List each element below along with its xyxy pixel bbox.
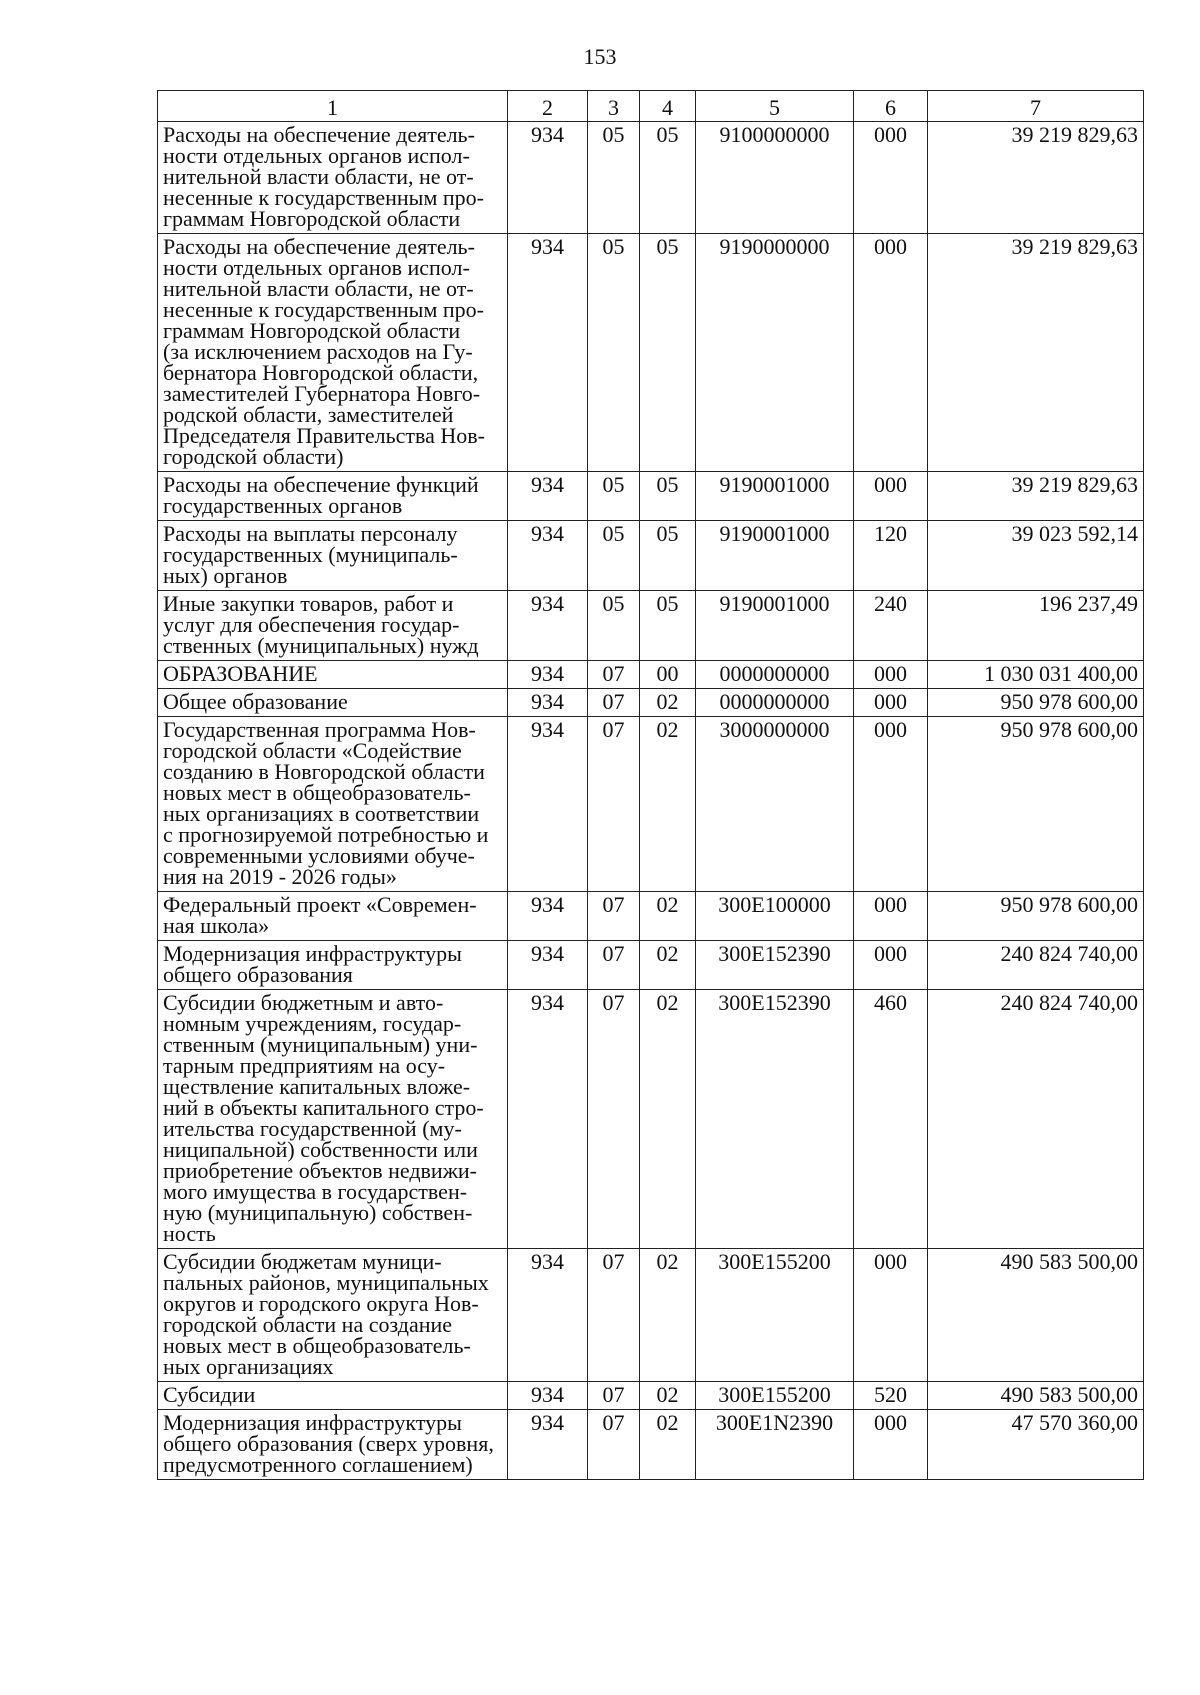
- amount-cell: 950 978 600,00: [928, 689, 1144, 717]
- section-code-cell: 05: [588, 521, 640, 591]
- expense-name-cell: Государственная программа Нов- городской области «Содействие созданию в Новгородской области новых мест в общеобразователь- ных организациях в соответствии с прогнозируемой потребностью и современными условиями обуче- ния на 2019 - 2026 годы»: [158, 717, 508, 892]
- expense-name-cell: Общее образование: [158, 689, 508, 717]
- amount-cell: 196 237,49: [928, 591, 1144, 661]
- amount-cell: 950 978 600,00: [928, 717, 1144, 892]
- amount-cell: 39 219 829,63: [928, 234, 1144, 472]
- target-article-cell: 300Е155200: [696, 1249, 854, 1382]
- section-code-cell: 07: [588, 990, 640, 1249]
- subsection-code-cell: 00: [640, 661, 696, 689]
- grbs-code-cell: 934: [508, 234, 588, 472]
- target-article-cell: 300Е155200: [696, 1382, 854, 1410]
- subsection-code-cell: 02: [640, 689, 696, 717]
- grbs-code-cell: 934: [508, 472, 588, 521]
- grbs-code-cell: 934: [508, 990, 588, 1249]
- expense-name-cell: ОБРАЗОВАНИЕ: [158, 661, 508, 689]
- amount-cell: 1 030 031 400,00: [928, 661, 1144, 689]
- subsection-code-cell: 05: [640, 122, 696, 234]
- table-row: [158, 122, 1144, 234]
- subsection-code-cell: 02: [640, 941, 696, 990]
- amount-cell: 240 824 740,00: [928, 990, 1144, 1249]
- target-article-cell: 300Е1N2390: [696, 1410, 854, 1480]
- expense-type-cell: 000: [854, 717, 928, 892]
- amount-cell: 950 978 600,00: [928, 892, 1144, 941]
- expense-name-cell: Расходы на обеспечение деятель- ности отдельных органов испол- нительной власти области, не от- несенные к государственным про- граммам Новгородской области (за исключением расходов на Гу- бернатора Новгородской области, заместителей Губернатора Новго- родской области, заместителей Председателя Правительства Нов- городской области): [158, 234, 508, 472]
- header-cell: 3: [588, 91, 640, 122]
- expense-type-cell: 000: [854, 234, 928, 472]
- grbs-code-cell: 934: [508, 1382, 588, 1410]
- target-article-cell: 300Е152390: [696, 990, 854, 1249]
- section-code-cell: 05: [588, 591, 640, 661]
- table-row: [158, 1410, 1144, 1480]
- grbs-code-cell: 934: [508, 717, 588, 892]
- section-code-cell: 07: [588, 1410, 640, 1480]
- grbs-code-cell: 934: [508, 1249, 588, 1382]
- section-code-cell: 07: [588, 1249, 640, 1382]
- table-row: [158, 941, 1144, 990]
- grbs-code-cell: 934: [508, 122, 588, 234]
- section-code-cell: 05: [588, 122, 640, 234]
- expense-type-cell: 000: [854, 661, 928, 689]
- table-row: [158, 990, 1144, 1249]
- amount-cell: 39 023 592,14: [928, 521, 1144, 591]
- table-row: [158, 521, 1144, 591]
- subsection-code-cell: 05: [640, 521, 696, 591]
- section-code-cell: 07: [588, 689, 640, 717]
- expense-type-cell: 000: [854, 472, 928, 521]
- expense-name-cell: Модернизация инфраструктуры общего образования: [158, 941, 508, 990]
- grbs-code-cell: 934: [508, 1410, 588, 1480]
- target-article-cell: 9190001000: [696, 472, 854, 521]
- grbs-code-cell: 934: [508, 941, 588, 990]
- expense-name-cell: Иные закупки товаров, работ и услуг для обеспечения государ- ственных (муниципальных) нужд: [158, 591, 508, 661]
- table-row: [158, 892, 1144, 941]
- subsection-code-cell: 05: [640, 591, 696, 661]
- amount-cell: 490 583 500,00: [928, 1249, 1144, 1382]
- subsection-code-cell: 02: [640, 1382, 696, 1410]
- section-code-cell: 07: [588, 941, 640, 990]
- target-article-cell: 9100000000: [696, 122, 854, 234]
- expense-name-cell: Субсидии бюджетным и авто- номным учреждениям, государ- ственным (муниципальным) уни- тарным предприятиям на осу- ществление капитальных вложе- ний в объекты капитального стро- ительства государственной (му- ниципальной) собственности или приобретение объектов недвижи- мого имущества в государствен- ную (муниципальную) собствен- ность: [158, 990, 508, 1249]
- target-article-cell: 3000000000: [696, 717, 854, 892]
- header-cell: 4: [640, 91, 696, 122]
- table-row: [158, 689, 1144, 717]
- target-article-cell: 0000000000: [696, 689, 854, 717]
- expense-type-cell: 240: [854, 591, 928, 661]
- subsection-code-cell: 02: [640, 717, 696, 892]
- expense-name-cell: Расходы на обеспечение функций государственных органов: [158, 472, 508, 521]
- table-row: [158, 661, 1144, 689]
- subsection-code-cell: 02: [640, 1410, 696, 1480]
- expense-name-cell: Модернизация инфраструктуры общего образования (сверх уровня, предусмотренного соглашением): [158, 1410, 508, 1480]
- section-code-cell: 07: [588, 717, 640, 892]
- grbs-code-cell: 934: [508, 892, 588, 941]
- subsection-code-cell: 02: [640, 1249, 696, 1382]
- target-article-cell: 300Е100000: [696, 892, 854, 941]
- table-row: [158, 472, 1144, 521]
- header-row: [158, 91, 1144, 122]
- table-row: [158, 1382, 1144, 1410]
- table-row: [158, 234, 1144, 472]
- section-code-cell: 05: [588, 472, 640, 521]
- target-article-cell: 9190000000: [696, 234, 854, 472]
- grbs-code-cell: 934: [508, 689, 588, 717]
- expense-name-cell: Субсидии: [158, 1382, 508, 1410]
- amount-cell: 39 219 829,63: [928, 472, 1144, 521]
- expense-type-cell: 000: [854, 941, 928, 990]
- amount-cell: 240 824 740,00: [928, 941, 1144, 990]
- header-cell: 6: [854, 91, 928, 122]
- table-row: [158, 1249, 1144, 1382]
- expense-type-cell: 000: [854, 1249, 928, 1382]
- subsection-code-cell: 05: [640, 472, 696, 521]
- subsection-code-cell: 05: [640, 234, 696, 472]
- target-article-cell: 9190001000: [696, 591, 854, 661]
- expense-name-cell: Федеральный проект «Современ- ная школа»: [158, 892, 508, 941]
- table-row: [158, 591, 1144, 661]
- section-code-cell: 07: [588, 892, 640, 941]
- budget-table: [157, 90, 1144, 1480]
- expense-name-cell: Субсидии бюджетам муници- пальных районов, муниципальных округов и городского округа Нов- городской области на создание новых мест в общеобразователь- ных организациях: [158, 1249, 508, 1382]
- expense-type-cell: 000: [854, 1410, 928, 1480]
- expense-type-cell: 520: [854, 1382, 928, 1410]
- expense-name-cell: Расходы на обеспечение деятель- ности отдельных органов испол- нительной власти области, не от- несенные к государственным про- граммам Новгородской области: [158, 122, 508, 234]
- section-code-cell: 05: [588, 234, 640, 472]
- expense-type-cell: 120: [854, 521, 928, 591]
- grbs-code-cell: 934: [508, 591, 588, 661]
- grbs-code-cell: 934: [508, 661, 588, 689]
- grbs-code-cell: 934: [508, 521, 588, 591]
- page-number: 153: [583, 44, 617, 69]
- expense-type-cell: 000: [854, 892, 928, 941]
- section-code-cell: 07: [588, 1382, 640, 1410]
- amount-cell: 47 570 360,00: [928, 1410, 1144, 1480]
- target-article-cell: 9190001000: [696, 521, 854, 591]
- expense-type-cell: 000: [854, 122, 928, 234]
- header-cell: 1: [158, 91, 508, 122]
- target-article-cell: 300Е152390: [696, 941, 854, 990]
- section-code-cell: 07: [588, 661, 640, 689]
- header-cell: 5: [696, 91, 854, 122]
- subsection-code-cell: 02: [640, 892, 696, 941]
- table-row: [158, 717, 1144, 892]
- amount-cell: 490 583 500,00: [928, 1382, 1144, 1410]
- amount-cell: 39 219 829,63: [928, 122, 1144, 234]
- expense-type-cell: 460: [854, 990, 928, 1249]
- target-article-cell: 0000000000: [696, 661, 854, 689]
- table-body: [158, 122, 1144, 1480]
- expense-name-cell: Расходы на выплаты персоналу государственных (муниципаль- ных) органов: [158, 521, 508, 591]
- expense-type-cell: 000: [854, 689, 928, 717]
- header-cell: 2: [508, 91, 588, 122]
- subsection-code-cell: 02: [640, 990, 696, 1249]
- header-cell: 7: [928, 91, 1144, 122]
